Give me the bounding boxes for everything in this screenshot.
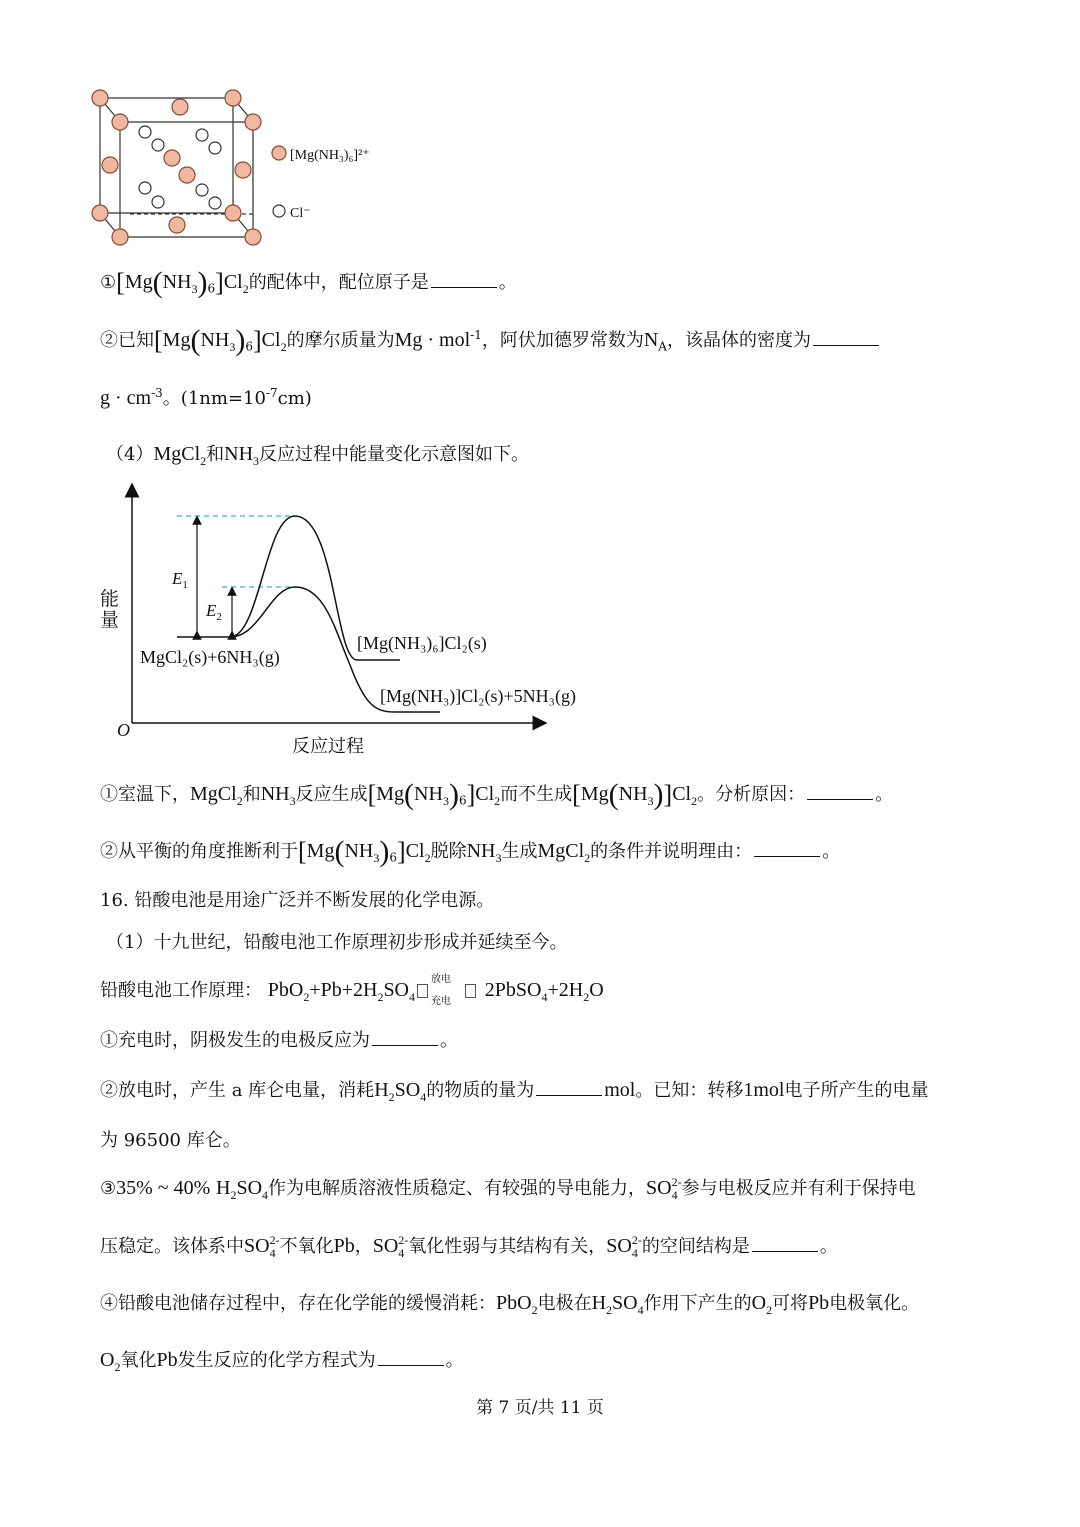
cation-atom <box>92 205 108 221</box>
cation-atom <box>179 167 195 183</box>
e1-label: $E_1$ <box>172 569 188 591</box>
reversible-arrow: 放电 充电 <box>415 978 479 1000</box>
reactant-label: MgCl₂(s)+6NH₃(g) <box>140 647 280 667</box>
question-16-4: ④铅酸电池储存过程中，存在化学能的缓慢消耗：PbO$_2$电极在$H_2SO_4$作用下产生的$O_2$可将Pb电极氧化。 <box>100 1292 920 1317</box>
question-16-3: ③35% ~ 40% $H_2SO_4$作为电解质溶液性质稳定、有较强的导电能力，$SO_4^{2-}$参与电极反应并有利于保持电 <box>100 1175 916 1202</box>
anion-atom <box>152 196 164 208</box>
question-3-2: ②已知$[Mg(NH_3)_6]Cl_2$的摩尔质量为Mg · mol$^{-1}$，阿伏加德罗常数为$N_A$，该晶体的密度为 <box>100 324 881 358</box>
question-4-1: ①室温下，MgCl$_2$和$NH_3$反应生成$[Mg(NH_3)_6]Cl_2$而不生成$[Mg(NH_3)]Cl_2$。分析原因： 。 <box>100 778 894 811</box>
answer-blank[interactable] <box>754 840 820 857</box>
anion-atom <box>196 184 208 196</box>
question-16-1: ①充电时，阴极发生的电极反应为 。 <box>100 1030 458 1051</box>
anion-atom <box>209 197 221 209</box>
cation-atom <box>245 114 261 130</box>
x-axis-label: 反应过程 <box>292 736 364 757</box>
cation-atom <box>235 162 251 178</box>
answer-blank[interactable] <box>813 329 879 346</box>
answer-blank[interactable] <box>378 1349 444 1366</box>
question-3-1: $①[Mg(NH_3)_6]Cl_2$的配体中，配位原子是 。 <box>100 266 517 299</box>
page-footer: 第 7 页/共 11 页 <box>476 1398 604 1418</box>
anion-atom <box>139 182 151 194</box>
lead-acid-principle: 铅酸电池工作原理： $PbO_2+Pb+2H_2SO_4$ 放电 充电 $2PbSO_4+2H_2O$ <box>100 974 604 1007</box>
cation-atom <box>225 90 241 106</box>
crystal-structure-figure <box>90 80 410 255</box>
question-16-part1: （1）十九世纪，铅酸电池工作原理初步形成并延续至今。 <box>106 932 568 953</box>
question-16-3-line2: 压稳定。该体系中$SO_4^{2-}$不氧化Pb，$SO_4^{2-}$氧化性弱与其结构有关，$SO_4^{2-}$的空间结构是 。 <box>100 1233 838 1260</box>
legend-anion-label: Cl⁻ <box>290 206 311 221</box>
question-16-title: 16. 铅酸电池是用途广泛并不断发展的化学电源。 <box>100 890 495 911</box>
legend-cation-label: [Mg(NH₃)₆]²⁺ <box>290 148 370 163</box>
answer-blank[interactable] <box>807 783 873 800</box>
question-16-2: ②放电时，产生 a 库仑电量，消耗$H_2SO_4$的物质的量为 mol。已知：转移1mol电子所产生的电量 <box>100 1079 929 1104</box>
y-axis-label <box>100 588 125 631</box>
cation-atom <box>112 114 128 130</box>
legend-anion-marker <box>273 205 285 217</box>
answer-blank[interactable] <box>372 1029 438 1046</box>
question-16-2-line2: 为 96500 库仑。 <box>100 1130 241 1151</box>
question-4: （4）MgCl$_2$和$NH_3$反应过程中能量变化示意图如下。 <box>106 443 530 468</box>
answer-blank[interactable] <box>431 271 497 288</box>
cation-atom <box>169 217 185 233</box>
anion-atom <box>152 139 164 151</box>
question-4-2: ②从平衡的角度推断利于$[Mg(NH_3)_6]Cl_2$脱除$NH_3$生成MgCl$_2$的条件并说明理由： 。 <box>100 835 841 868</box>
y-label-char2: 量 <box>100 609 120 631</box>
cation-atom <box>102 157 118 173</box>
question-16-4-line2: $O_2$氧化Pb发生反应的化学方程式为 。 <box>100 1349 464 1374</box>
answer-blank[interactable] <box>752 1235 818 1252</box>
cation-atom <box>112 229 128 245</box>
question-3-2-unit: $g \cdot cm^{-3}$。$(1nm=10^{-7}cm)$ <box>100 386 312 409</box>
anion-atom <box>139 126 151 138</box>
e2-label: $E_2$ <box>206 601 222 623</box>
cation-atom <box>225 205 241 221</box>
anion-atom <box>209 142 221 154</box>
y-label-char1: 能 <box>100 588 120 610</box>
cation-atom <box>92 90 108 106</box>
energy-diagram <box>95 480 615 760</box>
cation-atom <box>172 99 188 115</box>
origin-label: O <box>117 720 130 740</box>
product2-label: [Mg(NH₃)]Cl₂(s)+5NH₃(g) <box>380 686 576 706</box>
answer-blank[interactable] <box>536 1079 602 1096</box>
anion-atom <box>196 129 208 141</box>
cation-atom <box>164 150 180 166</box>
legend-cation-marker <box>272 146 286 160</box>
cation-atom <box>245 229 261 245</box>
product1-label: [Mg(NH₃)₆]Cl₂(s) <box>357 633 487 653</box>
